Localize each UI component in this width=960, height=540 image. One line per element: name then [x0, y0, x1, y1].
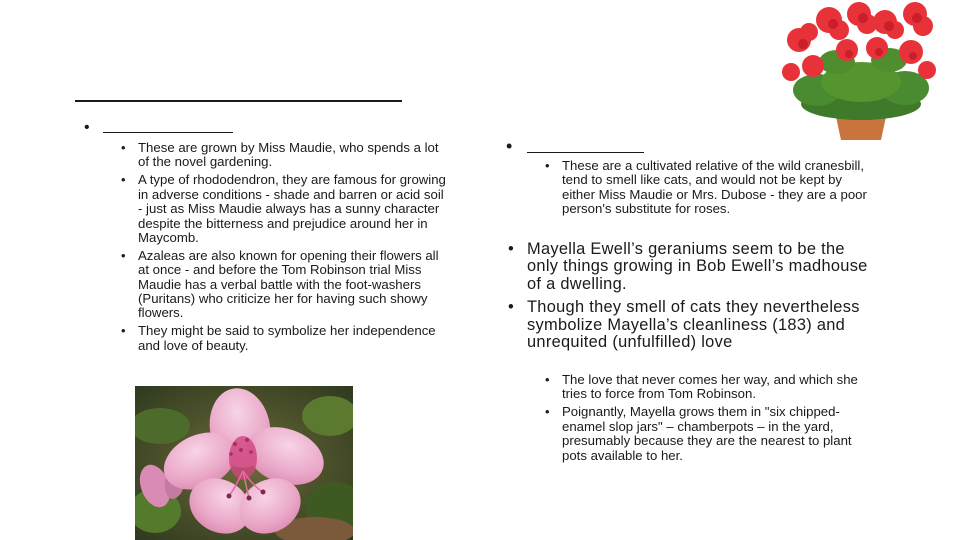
- left-heading-blank: [103, 120, 233, 133]
- bullet-icon: •: [506, 136, 513, 156]
- list-item: • Azaleas are also known for opening their flowers all at once - and before the Tom Robinson trial Miss Maudie has a verbal battle with the foot-washers (Puritans) who criticize her for having such showy flowers.: [121, 247, 439, 321]
- right-sub-list-2: [545, 372, 877, 466]
- geranium-image: [777, 0, 937, 145]
- bullet-icon: •: [121, 140, 126, 155]
- left-heading: [84, 119, 233, 137]
- list-item: • Mayella Ewell’s geraniums seem to be the only things growing in Bob Ewell’s madhouse of a dwelling.: [508, 240, 868, 293]
- list-item: • These are grown by Miss Maudie, who spends a lot of the novel gardening.: [121, 140, 439, 170]
- right-sub-list: [545, 158, 877, 220]
- title-blank-line: [75, 100, 402, 102]
- geranium-photo: [777, 0, 937, 145]
- list-item: • Though they smell of cats they nevertheless symbolize Mayella’s cleanliness (183) and unrequited (unfulfilled) love: [508, 298, 860, 352]
- list-item: • A type of rhododendron, they are famous for growing in adverse conditions - shade and barren or acid soil - just as Miss Maudie always has a sunny character despite the bitterness and prejudice around her in Maycomb.: [121, 172, 446, 245]
- list-item: • The love that never comes her way, and which she tries to force from Tom Robinson.: [545, 372, 858, 402]
- list-item: • These are a cultivated relative of the wild cranesbill, tend to smell like cats, and would not be kept by either Miss Maudie or Mrs. Dubose - they are a poor person's substitute for roses.: [545, 158, 867, 217]
- bullet-icon: •: [545, 404, 550, 420]
- bullet-icon: •: [545, 158, 550, 173]
- bullet-icon: •: [508, 298, 515, 317]
- bullet-icon: •: [121, 323, 126, 339]
- bullet-icon: •: [121, 247, 126, 263]
- bullet-icon: •: [545, 372, 550, 387]
- bullet-icon: •: [84, 119, 90, 136]
- right-heading-blank: [527, 140, 644, 153]
- right-main-list: [508, 240, 877, 357]
- azalea-photo: [135, 386, 353, 540]
- bullet-icon: •: [121, 172, 126, 188]
- azalea-image: [135, 386, 353, 540]
- list-item: • Poignantly, Mayella grows them in "six chipped-enamel slop jars" – chamberpots – in the yard, presumably because they are the nearest to plant pots available to her.: [545, 404, 852, 463]
- bullet-icon: •: [508, 240, 515, 258]
- list-item: • They might be said to symbolize her independence and love of beauty.: [121, 323, 436, 353]
- left-sub-list: [121, 140, 448, 357]
- right-heading: [506, 136, 644, 156]
